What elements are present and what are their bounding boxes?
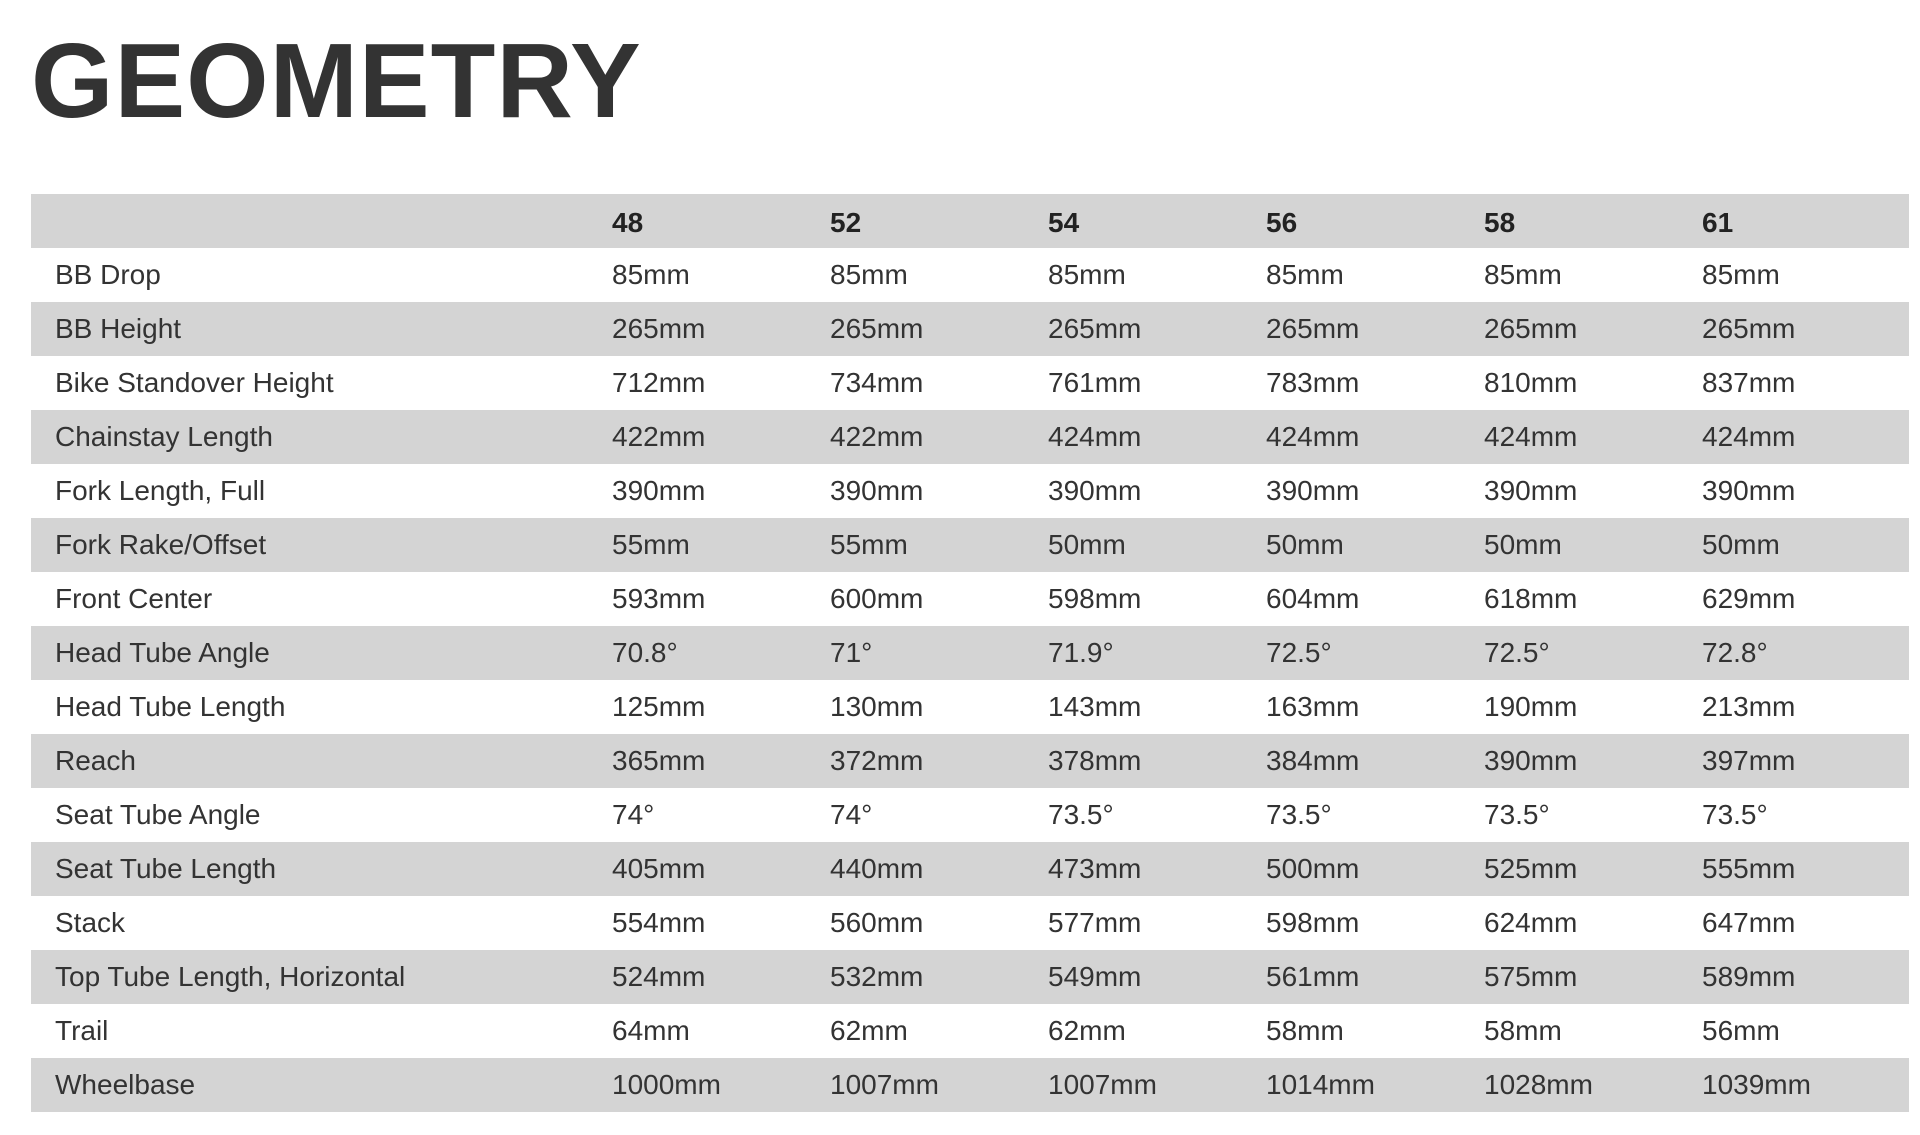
row-label: BB Drop xyxy=(55,259,161,290)
value-cell: 405mm xyxy=(612,853,706,884)
value-cell: 618mm xyxy=(1484,583,1578,614)
size-header-54: 54 xyxy=(1048,207,1080,238)
value-cell: 604mm xyxy=(1266,583,1360,614)
value-cell: 761mm xyxy=(1048,367,1142,398)
table-header-row xyxy=(31,194,1909,248)
geometry-table xyxy=(31,194,1909,1112)
row-label: Trail xyxy=(55,1015,109,1046)
value-cell: 647mm xyxy=(1702,907,1796,938)
value-cell: 85mm xyxy=(1484,259,1562,290)
value-cell: 440mm xyxy=(830,853,924,884)
value-cell: 58mm xyxy=(1266,1015,1344,1046)
value-cell: 56mm xyxy=(1702,1015,1780,1046)
table-row xyxy=(31,950,1909,1004)
value-cell: 73.5° xyxy=(1702,799,1768,830)
table-row xyxy=(31,1058,1909,1112)
value-cell: 265mm xyxy=(1484,313,1578,344)
value-cell: 55mm xyxy=(612,529,690,560)
table-row xyxy=(31,356,1909,410)
value-cell: 390mm xyxy=(612,475,706,506)
table-row xyxy=(31,1004,1909,1058)
value-cell: 598mm xyxy=(1048,583,1142,614)
value-cell: 555mm xyxy=(1702,853,1796,884)
value-cell: 575mm xyxy=(1484,961,1578,992)
value-cell: 372mm xyxy=(830,745,924,776)
value-cell: 624mm xyxy=(1484,907,1578,938)
value-cell: 62mm xyxy=(830,1015,908,1046)
table-row xyxy=(31,842,1909,896)
value-cell: 422mm xyxy=(830,421,924,452)
table-row xyxy=(31,410,1909,464)
value-cell: 390mm xyxy=(1484,475,1578,506)
value-cell: 73.5° xyxy=(1048,799,1114,830)
value-cell: 1039mm xyxy=(1702,1069,1811,1100)
value-cell: 390mm xyxy=(1266,475,1360,506)
value-cell: 58mm xyxy=(1484,1015,1562,1046)
value-cell: 525mm xyxy=(1484,853,1578,884)
table-row xyxy=(31,626,1909,680)
value-cell: 810mm xyxy=(1484,367,1578,398)
page-title: GEOMETRY xyxy=(31,22,642,140)
row-label: Reach xyxy=(55,745,136,776)
value-cell: 265mm xyxy=(1048,313,1142,344)
value-cell: 1000mm xyxy=(612,1069,721,1100)
value-cell: 593mm xyxy=(612,583,706,614)
value-cell: 390mm xyxy=(1048,475,1142,506)
row-label: Chainstay Length xyxy=(55,421,273,452)
row-label: Bike Standover Height xyxy=(55,367,334,398)
table-row xyxy=(31,572,1909,626)
value-cell: 50mm xyxy=(1484,529,1562,560)
table-body xyxy=(31,248,1909,1112)
row-label: Fork Length, Full xyxy=(55,475,266,506)
value-cell: 190mm xyxy=(1484,691,1578,722)
size-header-58: 58 xyxy=(1484,207,1516,238)
value-cell: 598mm xyxy=(1266,907,1360,938)
value-cell: 500mm xyxy=(1266,853,1360,884)
value-cell: 424mm xyxy=(1266,421,1360,452)
value-cell: 524mm xyxy=(612,961,706,992)
value-cell: 70.8° xyxy=(612,637,678,668)
value-cell: 265mm xyxy=(1266,313,1360,344)
table-row xyxy=(31,248,1909,302)
value-cell: 390mm xyxy=(1484,745,1578,776)
value-cell: 125mm xyxy=(612,691,706,722)
value-cell: 143mm xyxy=(1048,691,1142,722)
value-cell: 85mm xyxy=(1048,259,1126,290)
table-row xyxy=(31,680,1909,734)
row-label: Seat Tube Angle xyxy=(55,799,261,830)
value-cell: 378mm xyxy=(1048,745,1142,776)
value-cell: 422mm xyxy=(612,421,706,452)
value-cell: 71° xyxy=(830,637,873,668)
size-header-48: 48 xyxy=(612,207,644,238)
value-cell: 72.5° xyxy=(1266,637,1332,668)
row-label: Top Tube Length, Horizontal xyxy=(55,961,406,992)
row-label: Front Center xyxy=(55,583,213,614)
value-cell: 1014mm xyxy=(1266,1069,1375,1100)
value-cell: 424mm xyxy=(1484,421,1578,452)
row-label: Head Tube Angle xyxy=(55,637,270,668)
value-cell: 577mm xyxy=(1048,907,1142,938)
value-cell: 1028mm xyxy=(1484,1069,1593,1100)
value-cell: 384mm xyxy=(1266,745,1360,776)
value-cell: 397mm xyxy=(1702,745,1796,776)
value-cell: 85mm xyxy=(612,259,690,290)
value-cell: 837mm xyxy=(1702,367,1796,398)
value-cell: 50mm xyxy=(1702,529,1780,560)
table-row xyxy=(31,788,1909,842)
row-label: Wheelbase xyxy=(55,1069,196,1100)
value-cell: 72.8° xyxy=(1702,637,1768,668)
size-header-61: 61 xyxy=(1702,207,1734,238)
value-cell: 365mm xyxy=(612,745,706,776)
value-cell: 783mm xyxy=(1266,367,1360,398)
value-cell: 390mm xyxy=(1702,475,1796,506)
value-cell: 71.9° xyxy=(1048,637,1114,668)
value-cell: 424mm xyxy=(1048,421,1142,452)
value-cell: 55mm xyxy=(830,529,908,560)
value-cell: 265mm xyxy=(1702,313,1796,344)
table-row xyxy=(31,464,1909,518)
value-cell: 213mm xyxy=(1702,691,1796,722)
size-header-56: 56 xyxy=(1266,207,1298,238)
value-cell: 130mm xyxy=(830,691,924,722)
row-label: Fork Rake/Offset xyxy=(55,529,267,560)
value-cell: 50mm xyxy=(1266,529,1344,560)
value-cell: 85mm xyxy=(1266,259,1344,290)
value-cell: 73.5° xyxy=(1484,799,1550,830)
row-label: BB Height xyxy=(55,313,182,344)
value-cell: 163mm xyxy=(1266,691,1360,722)
table-row xyxy=(31,518,1909,572)
value-cell: 50mm xyxy=(1048,529,1126,560)
value-cell: 1007mm xyxy=(1048,1069,1157,1100)
value-cell: 62mm xyxy=(1048,1015,1126,1046)
value-cell: 532mm xyxy=(830,961,924,992)
value-cell: 265mm xyxy=(830,313,924,344)
value-cell: 554mm xyxy=(612,907,706,938)
value-cell: 424mm xyxy=(1702,421,1796,452)
value-cell: 549mm xyxy=(1048,961,1142,992)
value-cell: 1007mm xyxy=(830,1069,939,1100)
value-cell: 560mm xyxy=(830,907,924,938)
value-cell: 600mm xyxy=(830,583,924,614)
value-cell: 712mm xyxy=(612,367,706,398)
value-cell: 265mm xyxy=(612,313,706,344)
table-row xyxy=(31,734,1909,788)
value-cell: 74° xyxy=(612,799,655,830)
value-cell: 629mm xyxy=(1702,583,1796,614)
value-cell: 64mm xyxy=(612,1015,690,1046)
corner-header-cell xyxy=(31,194,612,248)
value-cell: 72.5° xyxy=(1484,637,1550,668)
row-label: Seat Tube Length xyxy=(55,853,277,884)
value-cell: 390mm xyxy=(830,475,924,506)
table-row xyxy=(31,302,1909,356)
value-cell: 74° xyxy=(830,799,873,830)
value-cell: 473mm xyxy=(1048,853,1142,884)
size-header-52: 52 xyxy=(830,207,862,238)
value-cell: 589mm xyxy=(1702,961,1796,992)
row-label: Stack xyxy=(55,907,126,938)
table-row xyxy=(31,896,1909,950)
value-cell: 734mm xyxy=(830,367,924,398)
value-cell: 85mm xyxy=(830,259,908,290)
value-cell: 85mm xyxy=(1702,259,1780,290)
value-cell: 561mm xyxy=(1266,961,1360,992)
row-label: Head Tube Length xyxy=(55,691,286,722)
value-cell: 73.5° xyxy=(1266,799,1332,830)
